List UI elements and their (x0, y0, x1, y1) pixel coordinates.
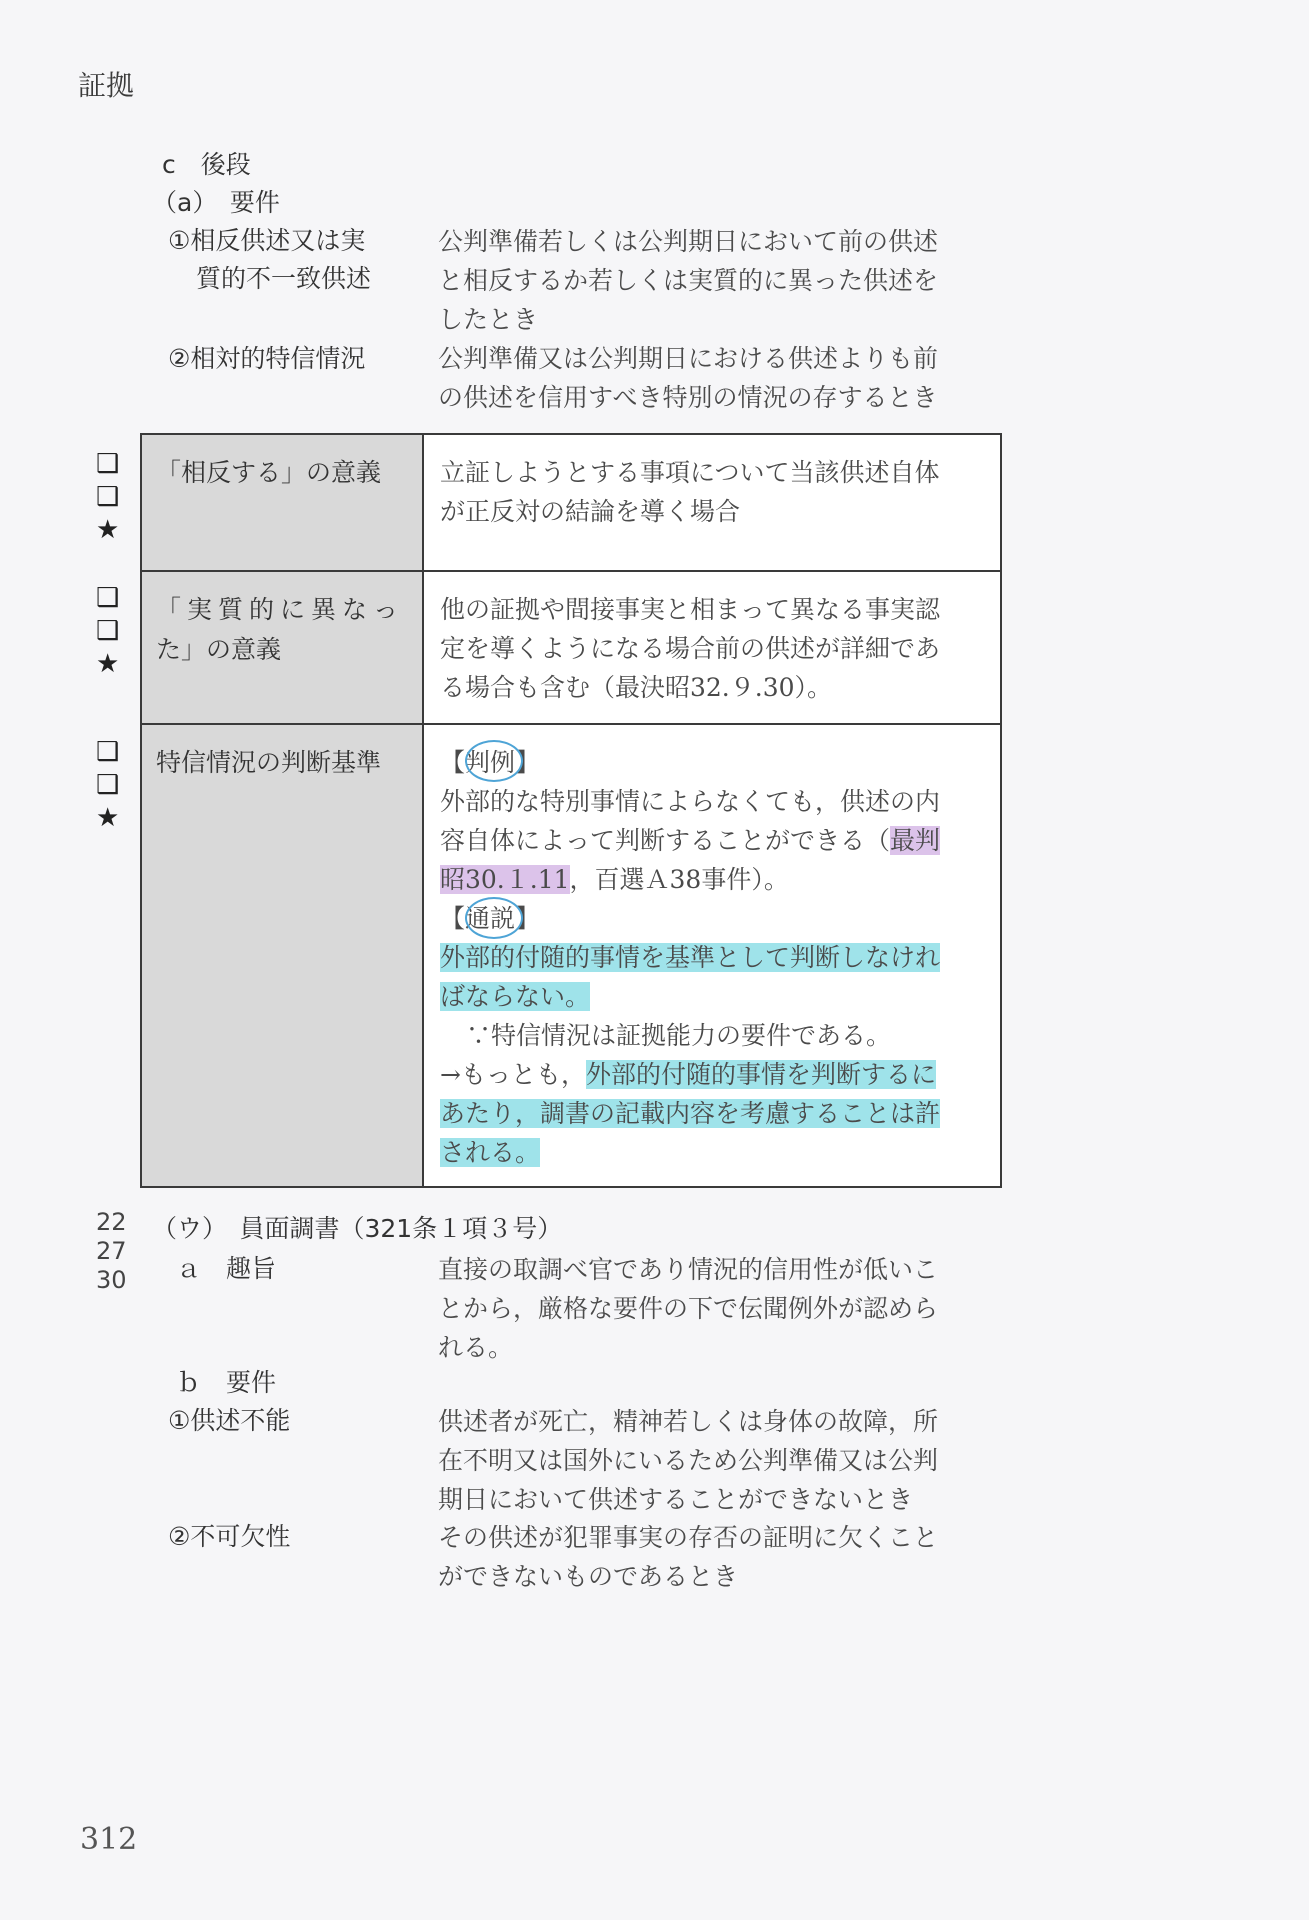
text-line: と相反するか若しくは実質的に異った供述を (438, 266, 939, 295)
year-marker: 22 (96, 1208, 127, 1236)
text-line: 直接の取調べ官であり情況的信用性が低いこ (438, 1255, 939, 1284)
hanrei-heading: 【判例】 (440, 748, 541, 777)
checkbox-icon[interactable]: ❑ (96, 449, 120, 479)
text-line (440, 1094, 984, 1133)
section-u-b-label: ｂ 要件 (176, 1368, 277, 1397)
margin-years (96, 1208, 127, 1295)
text-line: 他の証拠や間接事実と相まって異なる事実認 (440, 595, 941, 624)
page-number: 312 (80, 1822, 138, 1857)
text-line: の供述を信用すべき特別の情況の存するとき (438, 383, 938, 412)
section-u-b2-text (438, 1518, 938, 1596)
text-line: したとき (438, 305, 539, 334)
definition-table (140, 433, 1002, 1188)
text-line: 公判準備若しくは公判期日において前の供述 (438, 227, 939, 256)
checkbox-icon[interactable]: ❑ (96, 616, 120, 646)
section-u-a-label: ａ 趣旨 (176, 1254, 277, 1283)
section-u-b1-text (438, 1402, 938, 1519)
citation-highlight: 昭30.１.11 (440, 865, 570, 894)
req2-text (438, 339, 938, 417)
section-u-b1-label: ①供述不能 (168, 1406, 291, 1435)
req1-label-1: ①相反供述又は実 (168, 226, 366, 255)
text-line: 「実質的に異なっ (156, 595, 405, 624)
text-line: た」の意義 (156, 635, 282, 664)
text-line: 在不明又は国外にいるため公判準備又は公判 (438, 1446, 939, 1475)
star-icon: ★ (96, 649, 120, 679)
text-line (440, 821, 984, 860)
star-icon: ★ (96, 515, 120, 545)
table-row (142, 725, 1000, 1186)
year-marker: 27 (96, 1237, 127, 1265)
year-marker: 30 (96, 1266, 127, 1294)
text-line (440, 1133, 984, 1172)
text-line (440, 860, 984, 899)
text-line (440, 938, 984, 977)
req2-label: ②相対的特信情況 (168, 344, 366, 373)
text-line: 公判準備又は公判期日における供述よりも前 (438, 344, 939, 373)
citation-highlight: 最判 (890, 826, 941, 855)
section-u-title: （ウ） 員面調書（321条１項３号） (152, 1214, 563, 1243)
text-line: とから，厳格な要件の下で伝聞例外が認めら (438, 1294, 939, 1323)
check-group-1 (96, 448, 119, 547)
checkbox-icon[interactable]: ❑ (96, 770, 120, 800)
row1-definition (424, 435, 1000, 570)
text-highlight: あたり，調書の記載内容を考慮することは許 (440, 1099, 941, 1128)
pen-circle-annotation (465, 897, 523, 939)
text-line: る場合も含む（最決昭32.９.30）。 (440, 673, 833, 702)
req1-label-2: 質的不一致供述 (196, 264, 372, 293)
text-line: 定を導くようになる場合前の供述が詳細であ (440, 634, 941, 663)
table-row (142, 435, 1000, 572)
row2-definition (424, 572, 1000, 723)
text-span: ，百選Ａ38事件）。 (569, 865, 789, 894)
running-head: 証拠 (78, 69, 135, 102)
text-line (440, 977, 984, 1016)
text-highlight: 外部的付随的事情を判断するに (585, 1060, 936, 1089)
section-u-b2-label: ②不可欠性 (168, 1522, 291, 1551)
text-line: 外部的な特別事情によらなくても，供述の内 (440, 787, 941, 816)
req1-text (438, 222, 938, 339)
text-line: その供述が犯罪事実の存否の証明に欠くこと (438, 1523, 939, 1552)
text-line: が正反対の結論を導く場合 (440, 497, 741, 526)
checkbox-icon[interactable]: ❑ (96, 737, 120, 767)
row3-definition (424, 725, 1000, 1186)
row1-term: 「相反する」の意義 (142, 435, 424, 570)
text-highlight: ばならない。 (440, 982, 591, 1011)
section-a-sub: （a） 要件 (152, 188, 280, 217)
text-highlight: される。 (440, 1138, 541, 1167)
check-group-2 (96, 582, 119, 681)
text-line: ができないものであるとき (438, 1562, 739, 1591)
text-line: 供述者が死亡，精神若しくは身体の故障，所 (438, 1407, 939, 1436)
section-u-a-text (438, 1250, 938, 1367)
star-icon: ★ (96, 803, 120, 833)
tsusetsu-heading: 【通説】 (440, 904, 541, 933)
text-line: れる。 (438, 1333, 514, 1362)
row2-term (142, 572, 424, 723)
row3-term: 特信情況の判断基準 (142, 725, 424, 1186)
text-line (440, 1055, 984, 1094)
text-span: 容自体によって判断することができる（ (440, 826, 891, 855)
check-group-3 (96, 736, 119, 835)
text-line: 期日において供述することができないとき (438, 1485, 914, 1514)
section-c-title: c 後段 (162, 150, 251, 179)
text-span: →もっとも， (440, 1060, 586, 1089)
reason-line: ∵特信情況は証拠能力の要件である。 (466, 1021, 892, 1050)
text-highlight: 外部的付随的事情を基準として判断しなけれ (440, 943, 941, 972)
pen-circle-annotation (465, 740, 523, 782)
text-line: 立証しようとする事項について当該供述自体 (440, 458, 940, 487)
checkbox-icon[interactable]: ❑ (96, 583, 120, 613)
table-row (142, 572, 1000, 725)
checkbox-icon[interactable]: ❑ (96, 482, 120, 512)
